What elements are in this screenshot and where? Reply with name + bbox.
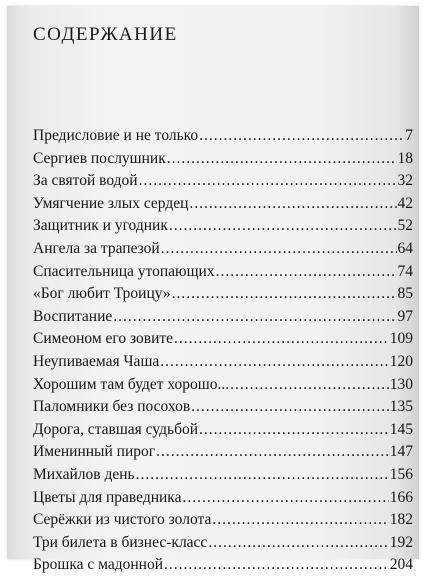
toc-entry bbox=[33, 421, 413, 444]
toc-page-number: 135 bbox=[389, 398, 413, 416]
toc-page-number: 182 bbox=[389, 511, 413, 529]
dot-leader bbox=[216, 263, 397, 281]
dot-leader bbox=[208, 534, 388, 552]
toc-page-number: 166 bbox=[389, 488, 413, 506]
toc-page-number: 192 bbox=[389, 533, 413, 551]
toc-title: Цветы для праведника bbox=[33, 488, 182, 506]
toc-title: Серёжки из чистого золота bbox=[33, 511, 212, 529]
dot-leader bbox=[191, 398, 389, 416]
toc-title: Паломники без посохов bbox=[33, 398, 191, 416]
toc-title: Хорошим там будет хорошо... bbox=[33, 375, 230, 393]
dot-leader bbox=[174, 330, 389, 348]
toc-entry bbox=[33, 263, 413, 286]
toc-title: Три билета в бизнес-класс bbox=[33, 533, 208, 551]
toc-entry bbox=[33, 330, 413, 353]
toc-page-number: 7 bbox=[405, 127, 413, 144]
toc-entry bbox=[33, 556, 413, 579]
dot-leader bbox=[169, 217, 397, 235]
toc-page-number: 42 bbox=[397, 194, 413, 212]
toc-title: Умягчение злых сердец bbox=[33, 194, 189, 212]
dot-leader bbox=[199, 421, 389, 439]
dot-leader bbox=[182, 489, 388, 507]
book-page bbox=[7, 6, 419, 574]
toc-page-number: 147 bbox=[389, 443, 413, 461]
toc-page-number: 52 bbox=[397, 217, 413, 235]
toc-page-number: 130 bbox=[389, 375, 413, 393]
toc-entry bbox=[33, 195, 413, 218]
dot-leader bbox=[161, 240, 397, 258]
toc-title: Воспитание bbox=[33, 307, 113, 325]
toc-title: Дорога, ставшая судьбой bbox=[33, 420, 199, 438]
toc-page-number: 204 bbox=[389, 556, 413, 574]
toc-title: Именинный пирог bbox=[33, 443, 156, 461]
toc-entry bbox=[33, 240, 413, 263]
toc-title: Ангела за трапезой bbox=[33, 239, 160, 257]
toc-title: Михайлов день bbox=[33, 465, 135, 483]
toc-page-number: 85 bbox=[397, 285, 413, 303]
toc-page-number: 18 bbox=[397, 149, 413, 167]
toc-page-number: 109 bbox=[389, 330, 413, 348]
toc-entry bbox=[33, 511, 413, 534]
toc-page-number: 32 bbox=[397, 172, 413, 190]
toc-entry bbox=[33, 489, 413, 512]
toc-title: Симеоном его зовите bbox=[33, 330, 174, 348]
toc-page-number: 156 bbox=[389, 465, 413, 483]
toc-entry bbox=[33, 127, 413, 150]
toc-entry bbox=[33, 150, 413, 173]
toc-entry bbox=[33, 172, 413, 195]
dot-leader bbox=[230, 376, 389, 394]
toc-title: Защитник и угодник bbox=[33, 217, 168, 235]
toc-title: Сергиев послушник bbox=[33, 149, 166, 167]
toc-title: Спасительница утопающих bbox=[33, 262, 215, 280]
toc-entry bbox=[33, 217, 413, 240]
toc-entry bbox=[33, 443, 413, 466]
toc-title: Предисловие и не только bbox=[33, 127, 199, 144]
toc-entry bbox=[33, 466, 413, 489]
toc-title: «Бог любит Троицу» bbox=[33, 285, 171, 303]
dot-leader bbox=[139, 172, 397, 190]
dot-leader bbox=[156, 443, 389, 461]
dot-leader bbox=[113, 308, 396, 326]
toc-page-number: 64 bbox=[397, 239, 413, 257]
toc-entry bbox=[33, 376, 413, 399]
dot-leader bbox=[199, 127, 404, 145]
toc-entry bbox=[33, 398, 413, 421]
toc-entry bbox=[33, 285, 413, 308]
toc-entry bbox=[33, 308, 413, 331]
toc-title: Брошка с мадонной bbox=[33, 556, 163, 574]
dot-leader bbox=[136, 466, 389, 484]
toc-page-number: 145 bbox=[389, 420, 413, 438]
toc-page-number: 97 bbox=[397, 307, 413, 325]
toc-title: За святой водой bbox=[33, 172, 138, 190]
dot-leader bbox=[189, 195, 396, 213]
table-of-contents bbox=[33, 127, 413, 579]
dot-leader bbox=[212, 511, 388, 529]
dot-leader bbox=[167, 150, 397, 168]
toc-page-number: 120 bbox=[389, 352, 413, 370]
page-title: СОДЕРЖАНИЕ bbox=[33, 24, 178, 45]
dot-leader bbox=[160, 353, 388, 371]
toc-entry bbox=[33, 534, 413, 557]
toc-title: Неупиваемая Чаша bbox=[33, 352, 160, 370]
dot-leader bbox=[164, 556, 389, 574]
toc-entry bbox=[33, 353, 413, 376]
dot-leader bbox=[172, 285, 397, 303]
toc-page-number: 74 bbox=[397, 262, 413, 280]
